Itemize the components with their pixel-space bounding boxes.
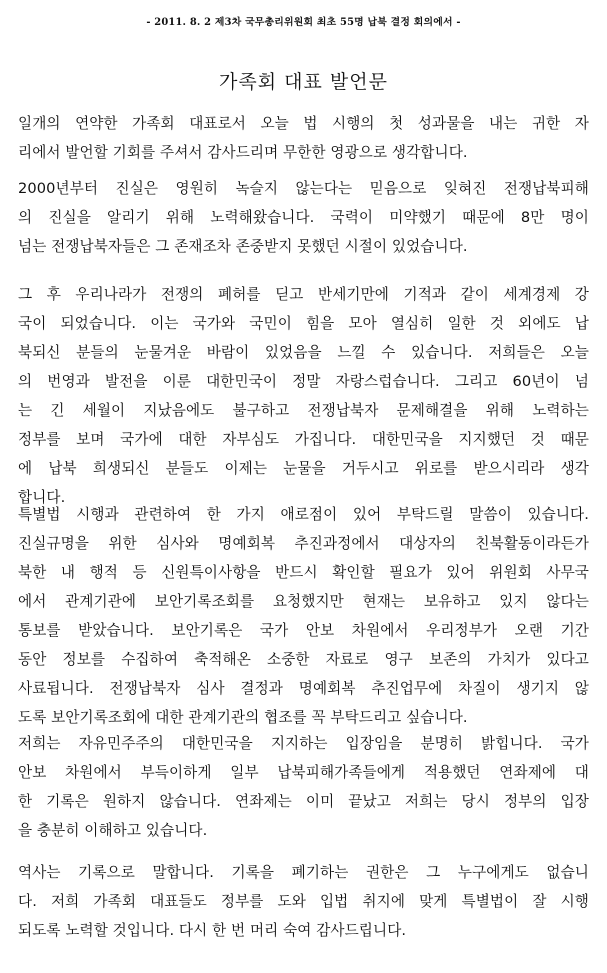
paragraph-line: 저희는 자유민주주의 대한민국을 지지하는 입장임을 분명히 밝힙니다. 국가	[18, 735, 589, 752]
paragraph-line: 안보 차원에서 부득이하게 일부 납북피해가족들에게 적용했던 연좌제에 대	[18, 764, 589, 781]
paragraph-line: 넘는 전쟁납북자들은 그 존재조차 존중받지 못했던 시절이 있었습니다.	[18, 238, 468, 255]
paragraph-line: 북되신 분들의 눈물겨운 바람이 있었음을 느낄 수 있습니다. 저희들은 오늘	[18, 344, 589, 361]
paragraph-line: 통보를 받았습니다. 보안기록은 국가 안보 차원에서 우리정부가 오랜 기간	[18, 622, 589, 639]
paragraph-line: 역사는 기록으로 말합니다. 기록을 폐기하는 권한은 그 누구에게도 없습니	[18, 864, 589, 881]
paragraph-line: 도록 보안기록조회에 대한 관계기관의 협조를 꼭 부탁드리고 싶습니다.	[18, 709, 468, 726]
paragraph-line: 합니다.	[18, 489, 66, 506]
paragraph-line: 의 진실을 알리기 위해 노력해왔습니다. 국력이 미약했기 때문에 8만 명이	[18, 209, 589, 226]
paragraph-line: 그 후 우리나라가 전쟁의 폐허를 딛고 반세기만에 기적과 같이 세계경제 강	[18, 286, 589, 303]
paragraph-4	[18, 500, 589, 732]
paragraph-5	[18, 729, 589, 845]
paragraph-line: 정부를 보며 국가에 대한 자부심도 가집니다. 대한민국을 지지했던 것 때문	[18, 431, 589, 448]
paragraph-line: 을 충분히 이해하고 있습니다.	[18, 822, 208, 839]
paragraph-line: 국이 되었습니다. 이는 국가와 국민이 힘을 모아 열심히 일한 것 외에도 납	[18, 315, 589, 332]
paragraph-2	[18, 174, 589, 261]
paragraph-6	[18, 858, 589, 945]
paragraph-line: 리에서 발언할 기회를 주셔서 감사드리며 무한한 영광으로 생각합니다.	[18, 144, 468, 161]
paragraph-line: 에서 관계기관에 보안기록조회를 요청했지만 현재는 보유하고 있지 않다는	[18, 593, 589, 610]
paragraph-line: 다. 저희 가족회 대표들도 정부를 도와 입법 취지에 맞게 특별법이 잘 시행	[18, 893, 589, 910]
paragraph-line: 한 기록은 원하지 않습니다. 연좌제는 이미 끝났고 저희는 당시 정부의 입장	[18, 793, 589, 810]
paragraph-line: 사료됩니다. 전쟁납북자 심사 결정과 명예회복 추진업무에 차질이 생기지 않	[18, 680, 589, 697]
meeting-header: - 2011. 8. 2 제3차 국무총리위원회 최초 55명 납북 결정 회의에서 -	[146, 17, 461, 28]
paragraph-line: 일개의 연약한 가족회 대표로서 오늘 법 시행의 첫 성과물을 내는 귀한 자	[18, 115, 589, 132]
paragraph-line: 의 번영과 발전을 이룬 대한민국이 정말 자랑스럽습니다. 그리고 60년이 넘	[18, 373, 589, 390]
paragraph-line: 는 긴 세월이 지났음에도 불구하고 전쟁납북자 문제해결을 위해 노력하는	[18, 402, 589, 419]
paragraph-3	[18, 280, 589, 512]
paragraph-line: 북한 내 행적 등 신원특이사항을 반드시 확인할 필요가 있어 위원회 사무국	[18, 564, 589, 581]
paragraph-line: 에 납북 희생되신 분들도 이제는 눈물을 거두시고 위로를 받으시리라 생각	[18, 460, 589, 477]
paragraph-line: 특별법 시행과 관련하여 한 가지 애로점이 있어 부탁드릴 말씀이 있습니다.	[18, 506, 589, 523]
document-title: 가족회 대표 발언문	[219, 71, 388, 93]
paragraph-1	[18, 109, 589, 167]
paragraph-line: 동안 정보를 수집하여 축적해온 소중한 자료로 영구 보존의 가치가 있다고	[18, 651, 589, 668]
paragraph-line: 되도록 노력할 것입니다. 다시 한 번 머리 숙여 감사드립니다.	[18, 922, 407, 939]
paragraph-line: 2000년부터 진실은 영원히 녹슬지 않는다는 믿음으로 잊혀진 전쟁납북피해	[18, 180, 589, 197]
paragraph-line: 진실규명을 위한 심사와 명예회복 추진과정에서 대상자의 친북활동이라든가	[18, 535, 589, 552]
